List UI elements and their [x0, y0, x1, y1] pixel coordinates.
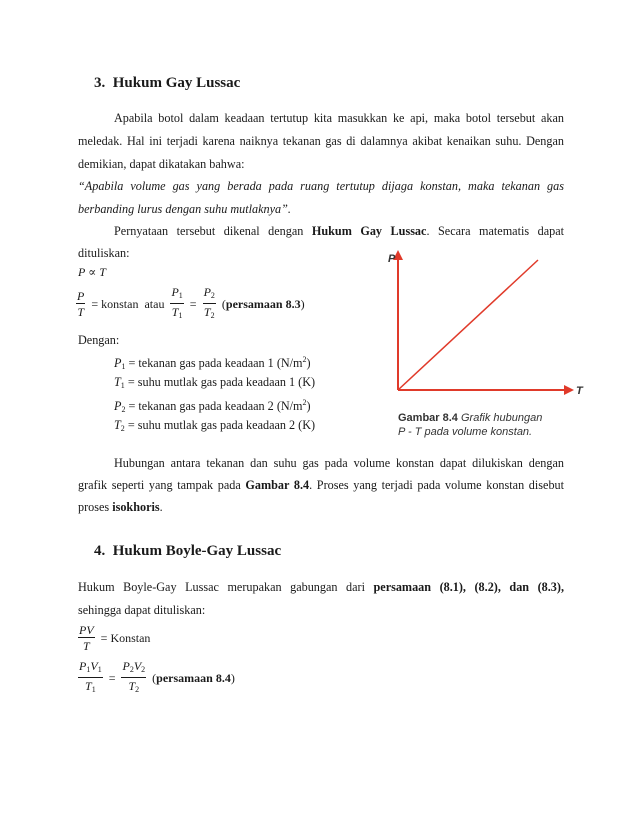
- proportionality-formula: P ∝ T: [78, 265, 106, 279]
- equals-sign: =: [189, 296, 197, 311]
- equals-sign-2: =: [108, 670, 116, 685]
- section-4-title: Hukum Boyle-Gay Lussac: [112, 543, 282, 559]
- fraction-p1v1-over-t1: $\frac{P_1V_1}{T_1}$: [79, 659, 102, 694]
- quote-line2: berbanding lurus dengan suhu mutlaknya”.: [78, 202, 291, 216]
- para2-line1: [114, 224, 564, 238]
- atau-word: atau: [144, 296, 165, 311]
- para2-pre: Pernyataan tersebut dikenal dengan: [114, 224, 304, 238]
- section-3-heading: [94, 75, 240, 92]
- pt-graph: [386, 248, 586, 398]
- para1-line2: meledak. Hal ini terjadi karena naiknya tekanan gas di dalamnya akibat kenaikan suhu. Dengan: [78, 134, 564, 148]
- fraction-p-over-t: $\frac{P}{T}$: [77, 289, 85, 319]
- def-t1: $T_1$ = suhu mutlak gas pada keadaan 1 (K): [114, 375, 316, 390]
- para3-line2: grafik seperti yang tampak pada Gambar 8.4. Proses yang terjadi pada volume konstan disebut: [78, 478, 565, 492]
- para3-line1: Hubungan antara tekanan dan suhu gas pada volume konstan dapat dilukiskan dengan: [114, 456, 564, 470]
- def-p1: $P_1$ = tekanan gas pada keadaan 1 $(N/m^2)$: [114, 355, 311, 371]
- section-4-number: 4.: [94, 543, 106, 559]
- sec4-line2: sehingga dapat dituliskan:: [78, 603, 206, 617]
- figure-caption-line2: P - T pada volume konstan.: [398, 426, 533, 438]
- x-axis-arrow-icon: [564, 385, 574, 395]
- fraction-pv-over-t: $\frac{PV}{T}$: [79, 623, 94, 653]
- equation-reference-2: (persamaan 8.4): [152, 670, 235, 685]
- def-t2: $T_2$ = suhu mutlak gas pada keadaan 2 (K): [114, 418, 316, 433]
- figure-caption-line1: Gambar 8.4 Grafik hubungan: [398, 412, 543, 424]
- isokhoris-term: isokhoris: [112, 500, 160, 514]
- figure-label: Gambar 8.4: [398, 412, 458, 424]
- equation-8-4: [78, 660, 235, 696]
- equals-konstan-2: = Konstan: [100, 630, 151, 645]
- pt-line: [398, 260, 538, 390]
- sec4-line1: Hukum Boyle-Gay Lussac merupakan gabungan dari persamaan (8.1), (8.2), dan (8.3),: [78, 580, 564, 594]
- section-3-number: 3.: [94, 75, 106, 91]
- para2-line2: dituliskan:: [78, 246, 130, 260]
- section-3-title: Hukum Gay Lussac: [112, 75, 241, 91]
- equation-8-3: [76, 286, 305, 322]
- figure-reference: Gambar 8.4: [245, 478, 310, 492]
- y-axis-label: P: [388, 253, 396, 265]
- section-4-heading: [94, 543, 281, 560]
- fraction-p2-over-t2: $\frac{P_2}{T_2}$: [203, 285, 215, 320]
- quote-line1: “Apabila volume gas yang berada pada ruang tertutup dijaga konstan, maka tekanan gas: [78, 179, 564, 193]
- equation-reference: (persamaan 8.3): [221, 296, 305, 311]
- equals-konstan: = konstan: [91, 296, 139, 311]
- para1-line3: demikian, dapat dikatakan bahwa:: [78, 157, 245, 171]
- fraction-p1-over-t1: $\frac{P_1}{T_1}$: [171, 285, 183, 320]
- law-name: Hukum Gay Lussac: [311, 224, 427, 238]
- para3-line3: proses isokhoris.: [78, 500, 163, 514]
- dengan-label: Dengan:: [78, 333, 120, 347]
- fraction-p2v2-over-t2: $\frac{P_2V_2}{T_2}$: [122, 659, 146, 694]
- def-p2: $P_2$ = tekanan gas pada keadaan 2 $(N/m^2)$: [114, 398, 311, 414]
- para1-line1: Apabila botol dalam keadaan tertutup kita masukkan ke api, maka botol tersebut akan: [114, 111, 564, 125]
- equation-pv-over-t: [78, 624, 150, 652]
- x-axis-label: T: [576, 385, 583, 397]
- para2-post: . Secara matematis dapat: [426, 224, 565, 238]
